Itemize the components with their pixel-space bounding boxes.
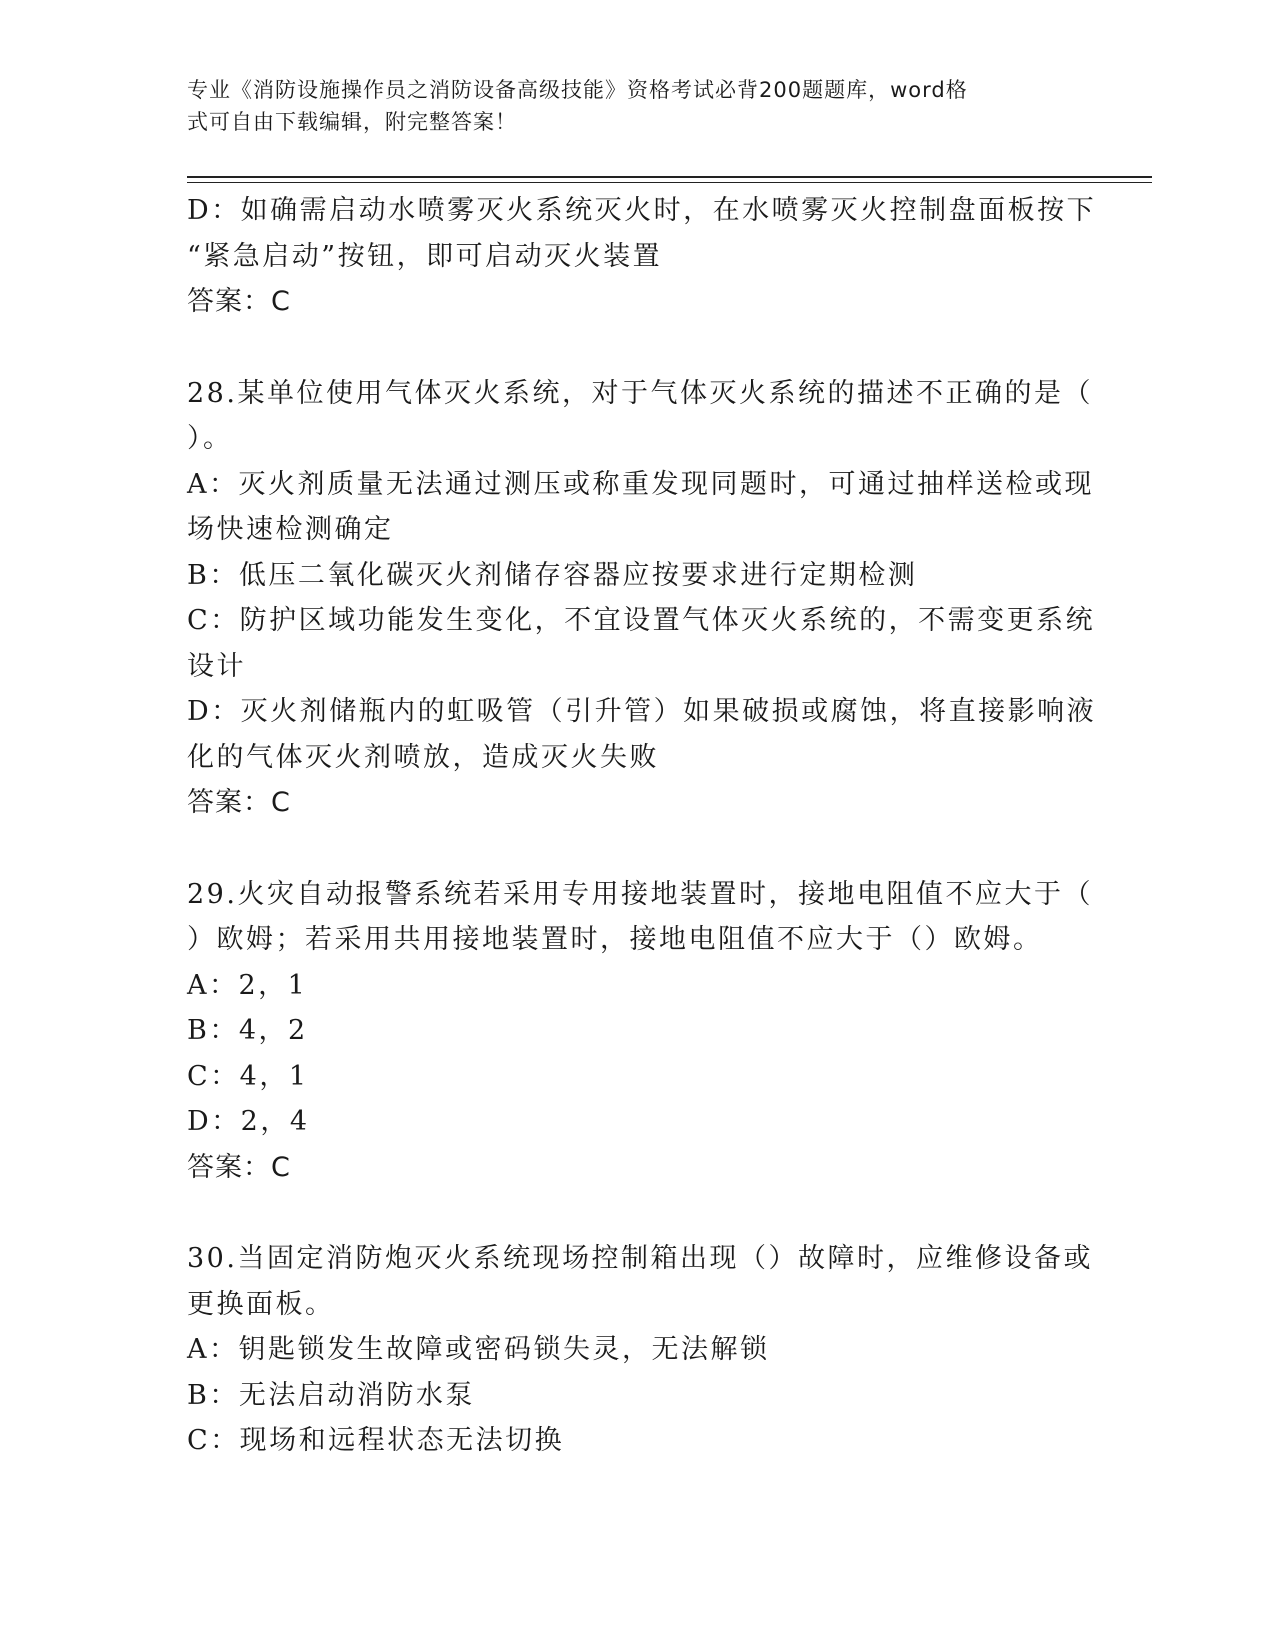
q30-option-a: A：钥匙锁发生故障或密码锁失灵，无法解锁	[187, 1334, 770, 1365]
q27-option-d-line-1: D：如确需启动水喷雾灭火系统灭火时，在水喷雾灭火控制盘面板按下	[187, 195, 1097, 226]
question-29	[187, 872, 1093, 1191]
q29-option-d: D：2，4	[187, 1106, 310, 1137]
q29-stem-line-1: 29.火灾自动报警系统若采用专用接地装置时，接地电阻值不应大于（	[187, 878, 1093, 910]
q28-stem-line-2: ）。	[187, 423, 233, 454]
q29-answer: 答案：C	[187, 1151, 291, 1183]
q30-option-b: B：无法启动消防水泵	[187, 1379, 475, 1411]
q29-stem-line-2: ）欧姆；若采用共用接地装置时，接地电阻值不应大于（）欧姆。	[187, 924, 1043, 955]
q28-option-c-line-1: C：防护区域功能发生变化，不宜设置气体灭火系统的，不需变更系统	[187, 605, 1096, 636]
q28-option-d-line-1: D：灭火剂储瓶内的虹吸管（引升管）如果破损或腐蚀，将直接影响液	[187, 696, 1097, 727]
header-title-line-2: 式可自由下载编辑，附完整答案！	[187, 110, 517, 134]
spacer	[187, 826, 1082, 872]
q29-option-c: C：4，1	[187, 1060, 309, 1092]
spacer	[187, 1190, 1082, 1236]
q29-option-b: B：4，2	[187, 1015, 308, 1046]
q30-stem-line-1: 30.当固定消防炮灭火系统现场控制箱出现（）故障时，应维修设备或	[187, 1243, 1093, 1274]
q28-stem-line-1: 28.某单位使用气体灭火系统，对于气体灭火系统的描述不正确的是（	[187, 377, 1093, 409]
q27-answer: 答案：C	[187, 286, 291, 317]
q28-option-a-line-1: A：灭火剂质量无法通过测压或称重发现同题时，可通过抽样送检或现	[187, 468, 1094, 500]
q27-option-d-line-2: “紧急启动”按钮，即可启动灭火装置	[187, 240, 663, 272]
q28-option-a-line-2: 场快速检测确定	[187, 514, 394, 545]
q28-option-c-line-2: 设计	[187, 650, 246, 682]
spacer	[187, 325, 1082, 371]
question-27	[187, 188, 1097, 325]
q30-stem-line-2: 更换面板。	[187, 1288, 335, 1320]
header-title-line-1: 专业《消防设施操作员之消防设备高级技能》资格考试必背200题题库，word格	[187, 78, 968, 102]
header-divider-thick	[187, 176, 1152, 178]
q30-option-c: C：现场和远程状态无法切换	[187, 1425, 565, 1456]
q28-option-d-line-2: 化的气体灭火剂喷放，造成灭火失败	[187, 741, 659, 773]
document-body	[187, 188, 1097, 1464]
header-divider-thin	[187, 182, 1152, 183]
question-28	[187, 371, 1097, 826]
question-30	[187, 1236, 1093, 1464]
q29-option-a: A：2，1	[187, 969, 308, 1001]
q28-answer: 答案：C	[187, 787, 291, 818]
document-header	[187, 74, 1067, 138]
q28-option-b: B：低压二氧化碳灭火剂储存容器应按要求进行定期检测	[187, 559, 918, 591]
